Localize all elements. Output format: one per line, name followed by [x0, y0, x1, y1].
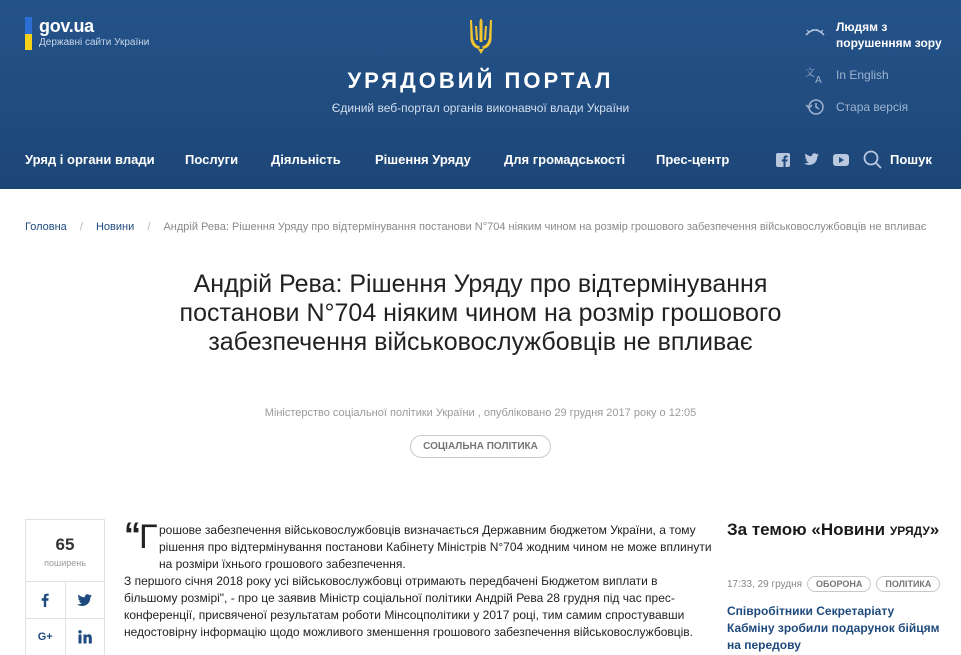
- eye-icon: [805, 29, 825, 41]
- linkedin-icon: [78, 630, 92, 644]
- nav-item-press[interactable]: Прес-центр: [656, 152, 730, 167]
- quote-mark: “: [124, 516, 141, 554]
- main-nav: [25, 152, 729, 167]
- youtube-icon[interactable]: [833, 154, 849, 166]
- share-count: [26, 520, 104, 582]
- breadcrumb-separator: /: [79, 221, 83, 233]
- search-label: Пошук: [890, 152, 932, 167]
- twitter-icon: [77, 594, 92, 607]
- share-twitter-button[interactable]: [65, 582, 105, 618]
- english-label: In English: [836, 68, 889, 82]
- site-header: [0, 0, 961, 189]
- share-gplus-button[interactable]: [26, 619, 65, 655]
- related-heading-prefix: За темою «Новини: [727, 520, 886, 539]
- article-paragraph: З першого січня 2018 року усі військовослужбовці отримають передбачені Бюджетом виплати в більшому розмірі", - про це заявив Міністр соціальної політики Андрій Рева 28 грудня під час прес-конференції, присвяченої результатам роботи Мінсоцполітики у 2017 році, тим самим спростувавши недостовірну інформацію щодо можливого зменшення грошового забезпечення військовослужбовців.: [124, 574, 693, 639]
- nav-item-decisions[interactable]: Рішення Уряду: [375, 152, 471, 167]
- related-item-time: 17:33, 29 грудня: [727, 578, 803, 590]
- nav-item-activity[interactable]: Діяльність: [271, 152, 341, 167]
- nav-right: [776, 150, 932, 169]
- related-news-heading: [727, 519, 947, 540]
- dropcap: Г: [139, 518, 158, 556]
- nav-item-public[interactable]: Для громадськості: [504, 152, 626, 167]
- breadcrumb-current: Андрій Рева: Рішення Уряду про відтермінування постанови N°704 ніяким чином на розмір грошового забезпечення військовослужбовців не впливає: [163, 221, 927, 233]
- old-version-link[interactable]: [805, 98, 908, 116]
- portal-subtitle: Єдиний веб-портал органів виконавчої влади України: [331, 101, 630, 115]
- portal-title[interactable]: УРЯДОВИЙ ПОРТАЛ: [347, 68, 614, 93]
- coat-of-arms-icon[interactable]: [467, 16, 495, 56]
- breadcrumb: [25, 221, 926, 233]
- nav-item-government[interactable]: Уряд і органи влади: [25, 152, 155, 167]
- share-facebook-button[interactable]: [26, 582, 65, 618]
- related-item-title[interactable]: Співробітники Секретаріату Кабміну зробили подарунок бійцям на передову: [727, 604, 940, 652]
- article-meta: Міністерство соціальної політики України , опубліковано 29 грудня 2017 року о 12:05: [264, 407, 697, 419]
- article-tags: [0, 435, 961, 458]
- article-title: Андрій Рева: Рішення Уряду про відтермінування постанови N°704 ніяким чином на розмір грошового забезпечення військовослужбовців не впливає: [179, 270, 782, 356]
- accessibility-link[interactable]: [805, 19, 946, 51]
- google-plus-icon: G+: [37, 631, 53, 643]
- share-box: [25, 519, 105, 655]
- share-count-number: 65: [55, 535, 75, 554]
- ukraine-flag-icon: [25, 17, 32, 50]
- history-icon: [805, 98, 825, 116]
- breadcrumb-separator: /: [147, 221, 151, 233]
- english-link[interactable]: [805, 66, 889, 84]
- share-linkedin-button[interactable]: [65, 619, 105, 655]
- svg-text:文: 文: [805, 68, 815, 79]
- search-button[interactable]: [863, 150, 932, 169]
- search-icon: [863, 150, 882, 169]
- gov-ua-logo[interactable]: [25, 17, 149, 50]
- gov-ua-main: gov.ua: [39, 16, 94, 36]
- breadcrumb-home[interactable]: Головна: [25, 221, 67, 233]
- accessibility-label: Людям з порушенням зору: [836, 20, 942, 50]
- svg-text:A: A: [815, 75, 822, 84]
- facebook-icon[interactable]: [776, 153, 790, 167]
- twitter-icon[interactable]: [804, 153, 819, 166]
- related-item-tag[interactable]: ПОЛІТИКА: [876, 576, 940, 592]
- related-item-meta: [727, 576, 940, 592]
- nav-item-services[interactable]: Послуги: [185, 152, 239, 167]
- article-lead-paragraph: рошове забезпечення військовослужбовців визначається Державним бюджетом України, а тому рішення про відтермінування постанови Кабінету Міністрів N°704 жодним чином не може вплинути на розміри їхнього грошового забезпечення.: [159, 523, 712, 571]
- gov-ua-text: [39, 17, 149, 49]
- related-heading-suffix: уряду»: [889, 520, 940, 539]
- breadcrumb-news[interactable]: Новини: [95, 221, 135, 233]
- related-item-tag[interactable]: ОБОРОНА: [807, 576, 871, 592]
- facebook-icon: [41, 593, 49, 607]
- share-count-label: поширень: [44, 558, 86, 568]
- article-tag[interactable]: СОЦІАЛЬНА ПОЛІТИКА: [410, 435, 551, 458]
- translate-icon: [805, 66, 825, 84]
- old-version-label: Стара версія: [836, 100, 909, 114]
- gov-ua-sub: Державні сайти України: [39, 37, 150, 48]
